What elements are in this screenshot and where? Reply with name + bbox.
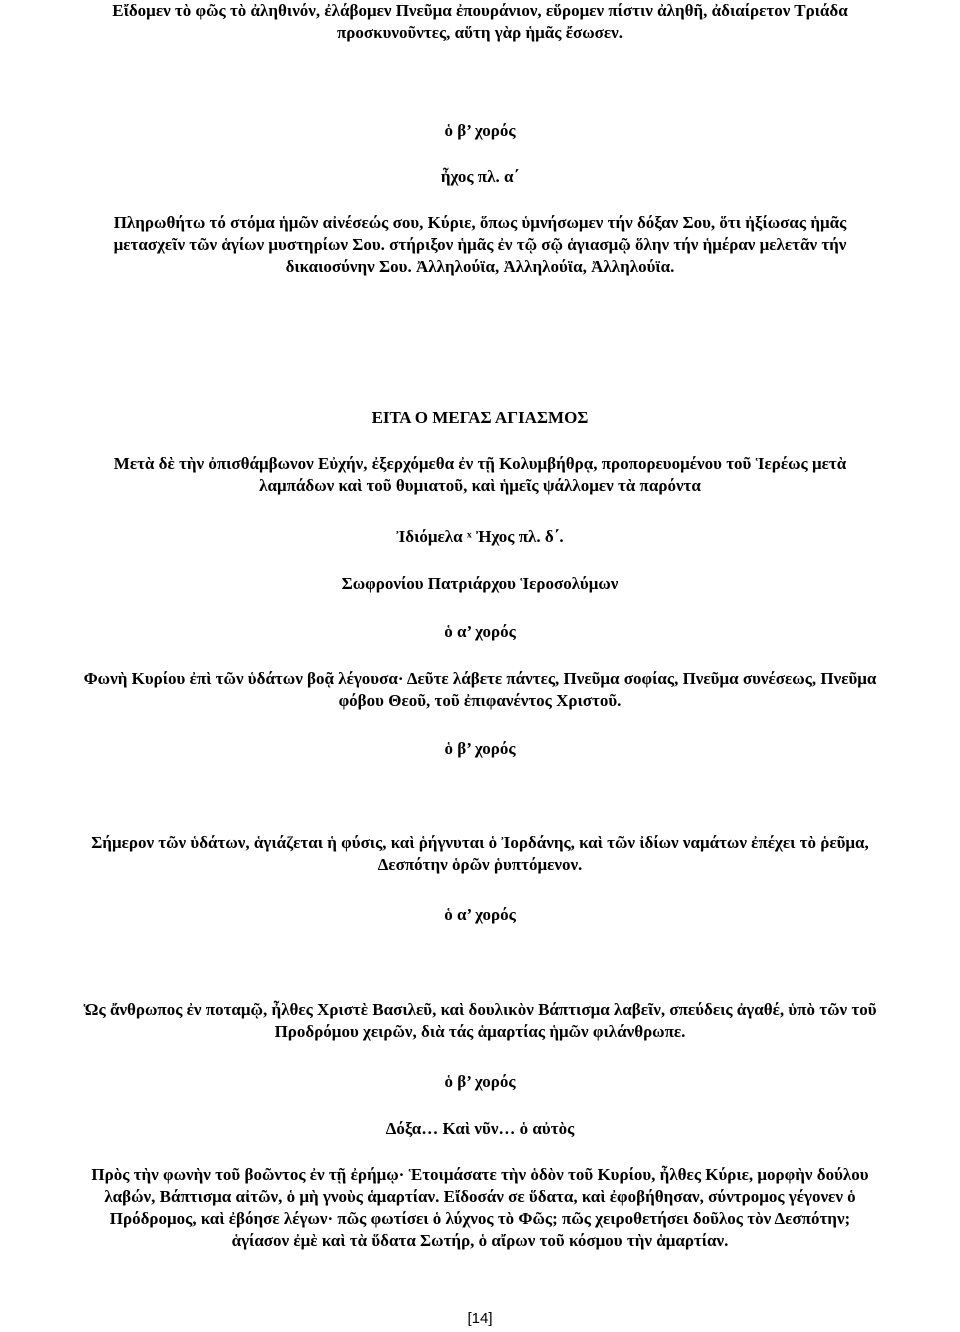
idiomela-label: Ἰδιόμελα ͯ Ἠχος πλ. δ΄. bbox=[396, 527, 564, 546]
paragraph-line: Πρόδρομος, καὶ ἐβόησε λέγων· πῶς φωτίσει ὁ λύχνος τὸ Φῶς; πῶς χειροθετήσει δοῦλος τὸν Δεσπότην; bbox=[109, 1209, 851, 1228]
paragraph-line: Δεσπότην ὁρῶν ῥυπτόμενον. bbox=[377, 855, 583, 874]
paragraph-line: Ὡς ἄνθρωπος ἐν ποταμῷ, ἦλθες Χριστὲ Βασιλεῦ, καὶ δουλικὸν Βάπτισμα λαβεῖν, σπεύδεις ἀγαθέ, ὑπὸ τῶν τοῦ bbox=[83, 1000, 877, 1019]
tone-label: ἦχος πλ. α΄ bbox=[440, 167, 520, 186]
paragraph-6 bbox=[36, 999, 924, 1043]
paragraph-line: Φωνὴ Κυρίου ἐπὶ τῶν ὑδάτων βοᾷ λέγουσα· Δεῦτε λάβετε πάντες, Πνεῦμα σοφίας, Πνεῦμα συνέσεως, Πνεῦμα bbox=[83, 669, 877, 688]
choir-label: ὁ β’ χορός bbox=[444, 739, 516, 758]
paragraph-line: φόβου Θεοῦ, τοῦ ἐπιφανέντος Χριστοῦ. bbox=[338, 691, 622, 710]
doxa-label: Δόξα… Καὶ νῦν… ὁ αὐτὸς bbox=[385, 1119, 575, 1138]
paragraph-7 bbox=[36, 1164, 924, 1252]
paragraph-2 bbox=[36, 212, 924, 278]
choir-label: ὁ β’ χορός bbox=[444, 121, 516, 140]
paragraph-line: ἁγίασον ἐμὲ καὶ τὰ ὕδατα Σωτήρ, ὁ αἴρων τοῦ κόσμου τὴν ἁμαρτίαν. bbox=[231, 1231, 729, 1250]
choir-label: ὁ α’ χορός bbox=[444, 905, 516, 924]
paragraph-line: λαμπάδων καὶ τοῦ θυμιατοῦ, καὶ ἡμεῖς ψάλλομεν τὰ παρόντα bbox=[259, 476, 701, 495]
paragraph-line: Πρὸς τὴν φωνὴν τοῦ βοῶντος ἐν τῇ ἐρήμῳ· Ἑτοιμάσατε τὴν ὁδὸν τοῦ Κυρίου, ἦλθες Κύριε, μορφὴν δούλου bbox=[91, 1165, 869, 1184]
paragraph-4 bbox=[36, 668, 924, 712]
page-number: [14] bbox=[467, 1310, 493, 1327]
choir-label: ὁ β’ χορός bbox=[444, 1072, 516, 1091]
paragraph-3 bbox=[36, 453, 924, 497]
author-label: Σωφρονίου Πατριάρχου Ἱεροσολύμων bbox=[341, 574, 619, 593]
paragraph-line: Σήμερον τῶν ὑδάτων, ἁγιάζεται ἡ φύσις, καὶ ῥήγνυται ὁ Ἰορδάνης, καὶ τῶν ἰδίων ναμάτων ἐπέχει τὸ ῥεῦμα, bbox=[91, 833, 869, 852]
paragraph-line: μετασχεῖν τῶν ἁγίων μυστηρίων Σου. στήριξον ἡμᾶς ἐν τῷ σῷ ἁγιασμῷ ὅλην τήν ἡμέραν μελετᾶν τήν bbox=[113, 235, 847, 254]
paragraph-1 bbox=[36, 0, 924, 44]
paragraph-line: δικαιοσύνην Σου. Ἀλληλούϊα, Ἀλληλούϊα, Ἀλληλούϊα. bbox=[285, 257, 675, 276]
paragraph-line: Εἴδομεν τὸ φῶς τὸ ἀληθινόν, ἐλάβομεν Πνεῦμα ἐπουράνιον, εὕρομεν πίστιν ἀληθῆ, ἀδιαίρετον Τριάδα bbox=[112, 1, 848, 20]
paragraph-line: προσκυνοῦντες, αὕτη γὰρ ἡμᾶς ἔσωσεν. bbox=[336, 23, 624, 42]
paragraph-line: Προδρόμου χειρῶν, διὰ τάς ἁμαρτίας ἡμῶν φιλάνθρωπε. bbox=[274, 1022, 686, 1041]
paragraph-line: Μετὰ δὲ τὴν ὀπισθάμβωνον Εὐχήν, ἐξερχόμεθα ἐν τῇ Κολυμβήθρᾳ, προπορευομένου τοῦ Ἱερέως μετὰ bbox=[113, 454, 847, 473]
paragraph-line: λαβών, Βάπτισμα αἰτῶν, ὁ μὴ γνοὺς ἁμαρτίαν. Εἴδοσάν σε ὕδατα, καὶ ἐφοβήθησαν, σύντρομος γέγονεν ὁ bbox=[104, 1187, 856, 1206]
section-heading: ΕΙΤΑ Ο ΜΕΓΑΣ ΑΓΙΑΣΜΟΣ bbox=[371, 408, 589, 427]
choir-label: ὁ α’ χορός bbox=[444, 622, 516, 641]
paragraph-line: Πληρωθήτω τό στόμα ἡμῶν αἰνέσεώς σου, Κύριε, ὅπως ὑμνήσωμεν τήν δόξαν Σου, ὅτι ἠξίωσας ἡμᾶς bbox=[113, 213, 847, 232]
paragraph-5 bbox=[36, 832, 924, 876]
